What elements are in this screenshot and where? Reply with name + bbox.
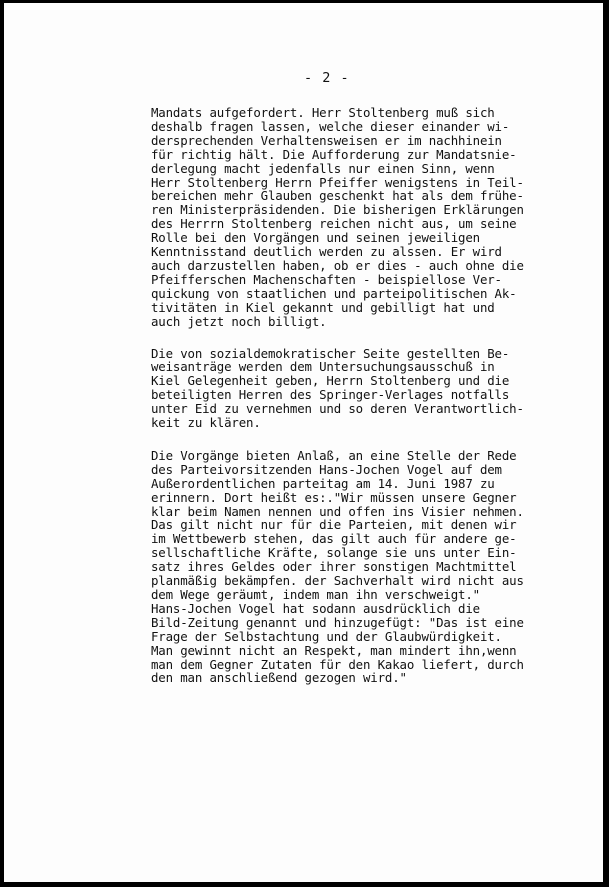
text-line: des Parteivorsitzenden Hans-Jochen Vogel auf dem — [151, 461, 502, 477]
text-line: tivitäten in Kiel gekannt und gebilligt hat und — [151, 299, 495, 315]
text-line: weisanträge werden dem Untersuchungsausschuß in — [151, 359, 495, 375]
text-line: Kiel Gelegenheit geben, Herrn Stoltenberg und die — [151, 373, 510, 389]
text-line: Die Vorgänge bieten Anlaß, an eine Stelle der Rede — [151, 447, 517, 463]
text-line: im Wettbewerb stehen, das gilt auch für andere ge- — [151, 531, 517, 547]
text-line: Die von sozialdemokratischer Seite gestellten Be- — [151, 345, 510, 361]
paragraph-3 — [151, 449, 571, 685]
page-number: - 2 - — [304, 70, 350, 86]
text-line: auch darzustellen haben, ob er dies - auch ohne die — [151, 257, 524, 273]
text-line: bereichen mehr Glauben geschenkt hat als dem frühe- — [151, 188, 524, 204]
text-line: Mandats aufgefordert. Herr Stoltenberg muß sich — [151, 105, 495, 120]
body-text — [151, 106, 571, 701]
text-line: keit zu klären. — [151, 415, 261, 431]
text-line: dersprechenden Verhaltensweisen er im nachhinein — [151, 132, 502, 148]
text-line: dem Wege geräumt, indem man ihn verschweigt." — [151, 587, 480, 602]
text-line: Bild-Zeitung genannt und hinzugefügt: "Das ist eine — [151, 614, 524, 630]
text-line: erinnern. Dort heißt es:."Wir müssen unsere Gegner — [151, 489, 517, 505]
text-line: unter Eid zu vernehmen und so deren Verantwortlich- — [151, 401, 524, 417]
text-line: Man gewinnt nicht an Respekt, man mindert ihn,wenn — [151, 642, 517, 658]
text-line: Hans-Jochen Vogel hat sodann ausdrücklich die — [151, 600, 480, 616]
text-line: des Herrrn Stoltenberg reichen nicht aus, um seine — [151, 216, 517, 232]
text-line: Frage der Selbstachtung und der Glaubwürdigkeit. — [151, 628, 502, 644]
text-line: Außerordentlichen parteitag am 14. Juni 1987 zu — [151, 475, 495, 491]
text-line: Herr Stoltenberg Herrn Pfeiffer wenigstens in Teil- — [151, 174, 524, 190]
text-line: ren Ministerpräsidenden. Die bisherigen Erklärungen — [151, 202, 524, 218]
text-line: quickung von staatlichen und parteipolitischen Ak- — [151, 285, 517, 301]
text-line: satz ihres Geldes oder ihrer sonstigen Machtmittel — [151, 559, 517, 575]
text-line: Das gilt nicht nur für die Parteien, mit denen wir — [151, 517, 517, 533]
text-line: beteiligten Herren des Springer-Verlages notfalls — [151, 387, 510, 403]
text-line: für richtig hält. Die Aufforderung zur Mandatsnie- — [151, 146, 517, 162]
text-line: Kenntnisstand deutlich werden zu alssen. Er wird — [151, 244, 502, 260]
text-line: sellschaftliche Kräfte, solange sie uns unter Ein- — [151, 545, 517, 561]
text-line: Rolle bei den Vorgängen und seinen jeweiligen — [151, 230, 480, 246]
text-line: deshalb fragen lassen, welche dieser einander wi- — [151, 118, 510, 134]
text-line: man dem Gegner Zutaten für den Kakao liefert, durch — [151, 656, 524, 672]
text-line: klar beim Namen nennen und offen ins Visier nehmen. — [151, 503, 524, 519]
text-line: planmäßig bekämpfen. der Sachverhalt wird nicht aus — [151, 573, 524, 589]
text-line: Pfeifferschen Machenschaften - beispiellose Ver- — [151, 271, 502, 287]
text-line: auch jetzt noch billigt. — [151, 313, 327, 329]
paragraph-1 — [151, 106, 571, 329]
paragraph-2 — [151, 347, 571, 430]
text-line: derlegung macht jedenfalls nur einen Sinn, wenn — [151, 160, 495, 176]
text-line: den man anschließend gezogen wird." — [151, 670, 407, 686]
